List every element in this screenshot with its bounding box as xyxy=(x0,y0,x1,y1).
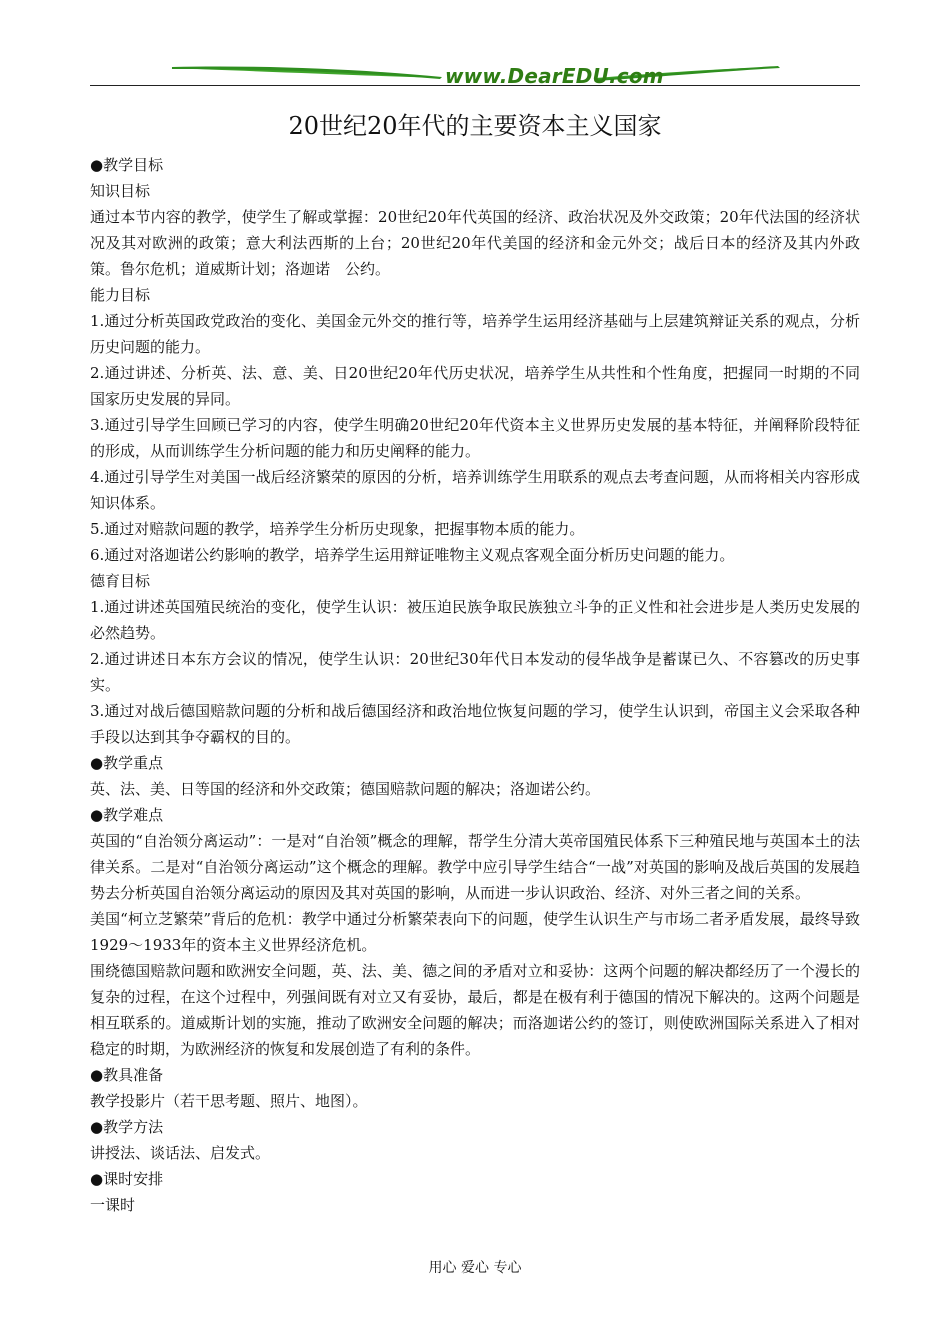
paragraph: 美国“柯立芝繁荣”背后的危机：教学中通过分析繁荣表向下的问题，使学生认识生产与市场二者矛盾发展，最终导致1929～1933年的资本主义世界经济危机。 xyxy=(90,910,860,954)
section-heading-methods: ●教学方法 xyxy=(90,1118,164,1136)
list-item: 1.通过分析英国政党政治的变化、美国金元外交的推行等，培养学生运用经济基础与上层建筑辩证关系的观点，分析历史问题的能力。 xyxy=(90,312,860,356)
section-heading-materials: ●教具准备 xyxy=(90,1066,164,1084)
list-item: 4.通过引导学生对美国一战后经济繁荣的原因的分析，培养训练学生用联系的观点去考查问题，从而将相关内容形成知识体系。 xyxy=(90,468,860,512)
section-heading-difficulties: ●教学难点 xyxy=(90,806,164,824)
header-divider xyxy=(90,85,860,86)
list-item: 2.通过讲述日本东方会议的情况，使学生认识：20世纪30年代日本发动的侵华战争是蓄谋已久、不容篡改的历史事实。 xyxy=(90,650,860,694)
list-item: 3.通过对战后德国赔款问题的分析和战后德国经济和政治地位恢复问题的学习，使学生认识到，帝国主义会采取各种手段以达到其争夺霸权的目的。 xyxy=(90,702,860,746)
paragraph: 教学投影片（若干思考题、照片、地图）。 xyxy=(90,1092,368,1110)
list-item: 2.通过讲述、分析英、法、意、美、日20世纪20年代历史状况，培养学生从共性和个性角度，把握同一时期的不同国家历史发展的异同。 xyxy=(90,364,860,408)
paragraph: 英、法、美、日等国的经济和外交政策；德国赔款问题的解决；洛迦诺公约。 xyxy=(90,780,601,798)
list-item: 1.通过讲述英国殖民统治的变化，使学生认识：被压迫民族争取民族独立斗争的正义性和社会进步是人类历史发展的必然趋势。 xyxy=(90,598,860,642)
document-title: 20世纪20年代的主要资本主义国家 xyxy=(288,112,662,140)
subheading-moral-goals: 德育目标 xyxy=(90,572,151,590)
list-item: 5.通过对赔款问题的教学，培养学生分析历史现象，把握事物本质的能力。 xyxy=(90,520,585,538)
subheading-knowledge-goals: 知识目标 xyxy=(90,182,151,200)
section-heading-key-points: ●教学重点 xyxy=(90,754,164,772)
document-body xyxy=(90,152,860,1218)
paragraph: 通过本节内容的教学，使学生了解或掌握：20世纪20年代英国的经济、政治状况及外交政策；20年代法国的经济状况及其对欧洲的政策；意大利法西斯的上台；20世纪20年代美国的经济和金元外交；战后日本的经济及其内外政策。鲁尔危机；道威斯计划；洛迦诺 公约。 xyxy=(90,208,860,278)
list-item: 6.通过对洛迦诺公约影响的教学，培养学生运用辩证唯物主义观点客观全面分析历史问题的能力。 xyxy=(90,546,735,564)
section-heading-schedule: ●课时安排 xyxy=(90,1170,164,1188)
list-item: 3.通过引导学生回顾已学习的内容，使学生明确20世纪20年代资本主义世界历史发展的基本特征，并阐释阶段特征的形成，从而训练学生分析问题的能力和历史阐释的能力。 xyxy=(90,416,860,460)
paragraph: 英国的“自治领分离运动”：一是对“自治领”概念的理解，帮学生分清大英帝国殖民体系下三种殖民地与英国本土的法律关系。二是对“自治领分离运动”这个概念的理解。教学中应引导学生结合“一战”对英国的影响及战后英国的发展趋势去分析英国自治领分离运动的原因及其对英国的影响，从而进一步认识政治、经济、对外三者之间的关系。 xyxy=(90,832,860,902)
subheading-ability-goals: 能力目标 xyxy=(90,286,151,304)
site-logo-text[interactable]: www.DearEDU.com xyxy=(445,64,664,88)
paragraph: 围绕德国赔款问题和欧洲安全问题，英、法、美、德之间的矛盾对立和妥协：这两个问题的解决都经历了一个漫长的复杂的过程，在这个过程中，列强间既有对立又有妥协，最后，都是在极有利于德国的情况下解决的。这两个问题是相互联系的。道威斯计划的实施，推动了欧洲安全问题的解决；而洛迦诺公约的签订，则使欧洲国际关系进入了相对稳定的时期，为欧洲经济的恢复和发展创造了有利的条件。 xyxy=(90,962,860,1058)
paragraph: 讲授法、谈话法、启发式。 xyxy=(90,1144,271,1162)
page-footer: 用心 爱心 专心 xyxy=(428,1260,522,1276)
paragraph: 一课时 xyxy=(90,1196,136,1214)
section-heading-teaching-goals: ●教学目标 xyxy=(90,156,164,174)
